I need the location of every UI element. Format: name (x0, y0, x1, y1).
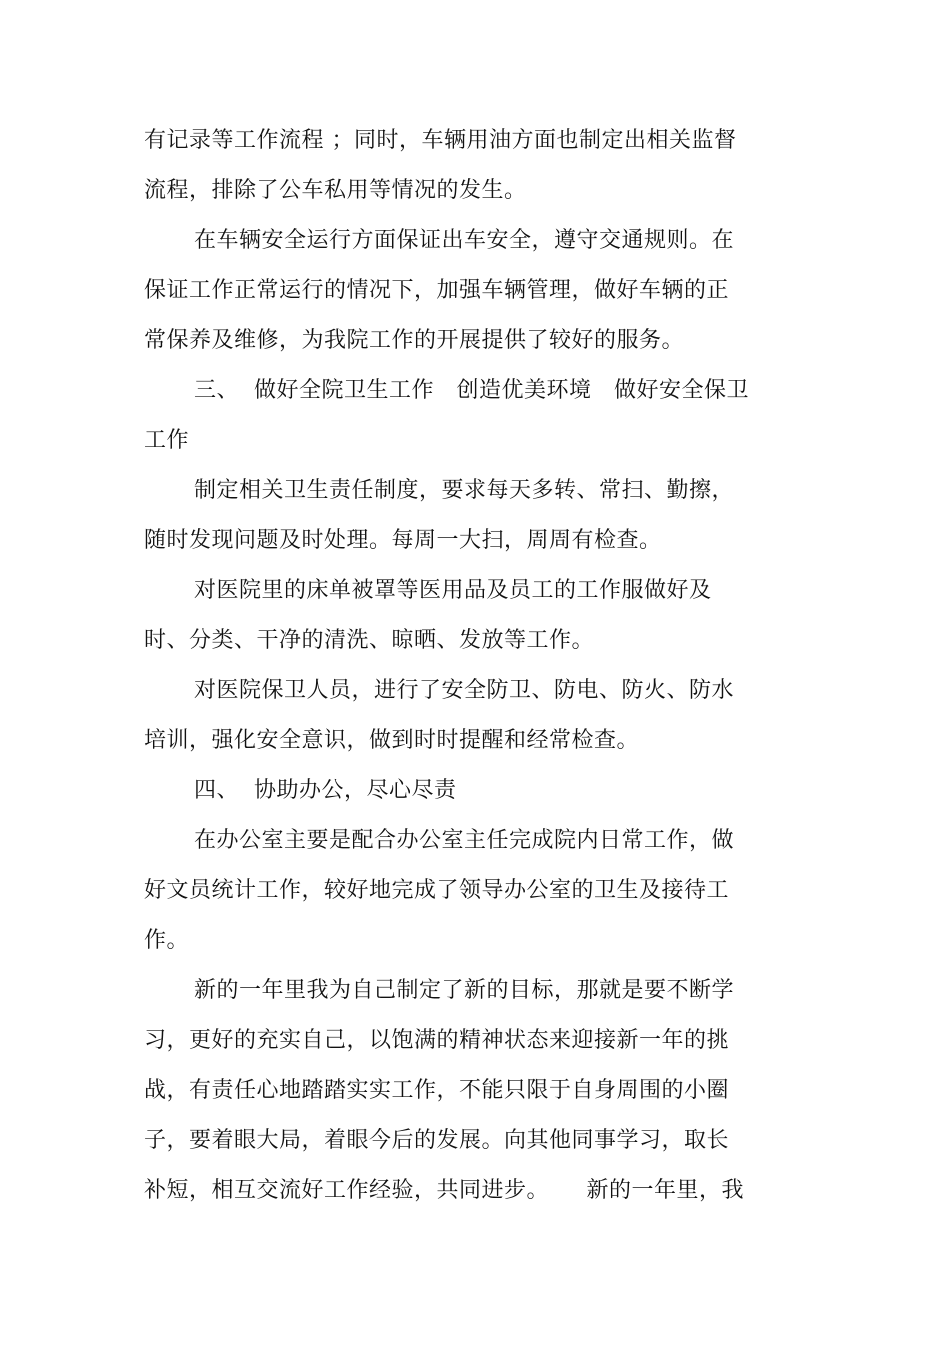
section-heading-line: 四、 协助办公，尽心尽责 (194, 778, 457, 803)
text-line: 有记录等工作流程 ；同时，车辆用油方面也制定出相关监督 (144, 128, 737, 153)
section-heading-line: 工作 (144, 428, 190, 453)
paragraph-start-line: 在车辆安全运行方面保证出车安全，遵守交通规则。在 (194, 228, 735, 253)
text-line: 时、分类、干净的清洗、晾晒、发放等工作。 (144, 628, 595, 653)
paragraph-start-line: 新的一年里我为自己制定了新的目标，那就是要不断学 (194, 978, 735, 1003)
paragraph-start-line: 对医院保卫人员，进行了安全防卫、防电、防火、防水 (194, 678, 735, 703)
section-heading-line: 三、 做好全院卫生工作 创造优美环境 做好安全保卫 (194, 378, 749, 403)
text-line: 习，更好的充实自己，以饱满的精神状态来迎接新一年的挑 (144, 1028, 730, 1053)
text-line: 培训，强化安全意识，做到时时提醒和经常检查。 (144, 728, 640, 753)
text-line: 常保养及维修，为我院工作的开展提供了较好的服务。 (144, 328, 685, 353)
text-line: 补短，相互交流好工作经验，共同进步。 新的一年里，我 (144, 1178, 744, 1203)
text-line: 子，要着眼大局，着眼今后的发展。向其他同事学习，取长 (144, 1128, 730, 1153)
text-line: 保证工作正常运行的情况下，加强车辆管理，做好车辆的正 (144, 278, 730, 303)
text-line: 作。 (144, 928, 190, 953)
text-line: 好文员统计工作，较好地完成了领导办公室的卫生及接待工 (144, 878, 730, 903)
paragraph-start-line: 在办公室主要是配合办公室主任完成院内日常工作，做 (194, 828, 735, 853)
paragraph-start-line: 制定相关卫生责任制度，要求每天多转、常扫、勤擦， (194, 478, 735, 503)
paragraph-start-line: 对医院里的床单被罩等医用品及员工的工作服做好及 (194, 578, 712, 603)
text-line: 战，有责任心地踏踏实实工作，不能只限于自身周围的小圈 (144, 1078, 730, 1103)
text-line: 随时发现问题及时处理。每周一大扫，周周有检查。 (144, 528, 662, 553)
text-line: 流程，排除了公车私用等情况的发生。 (144, 178, 527, 203)
